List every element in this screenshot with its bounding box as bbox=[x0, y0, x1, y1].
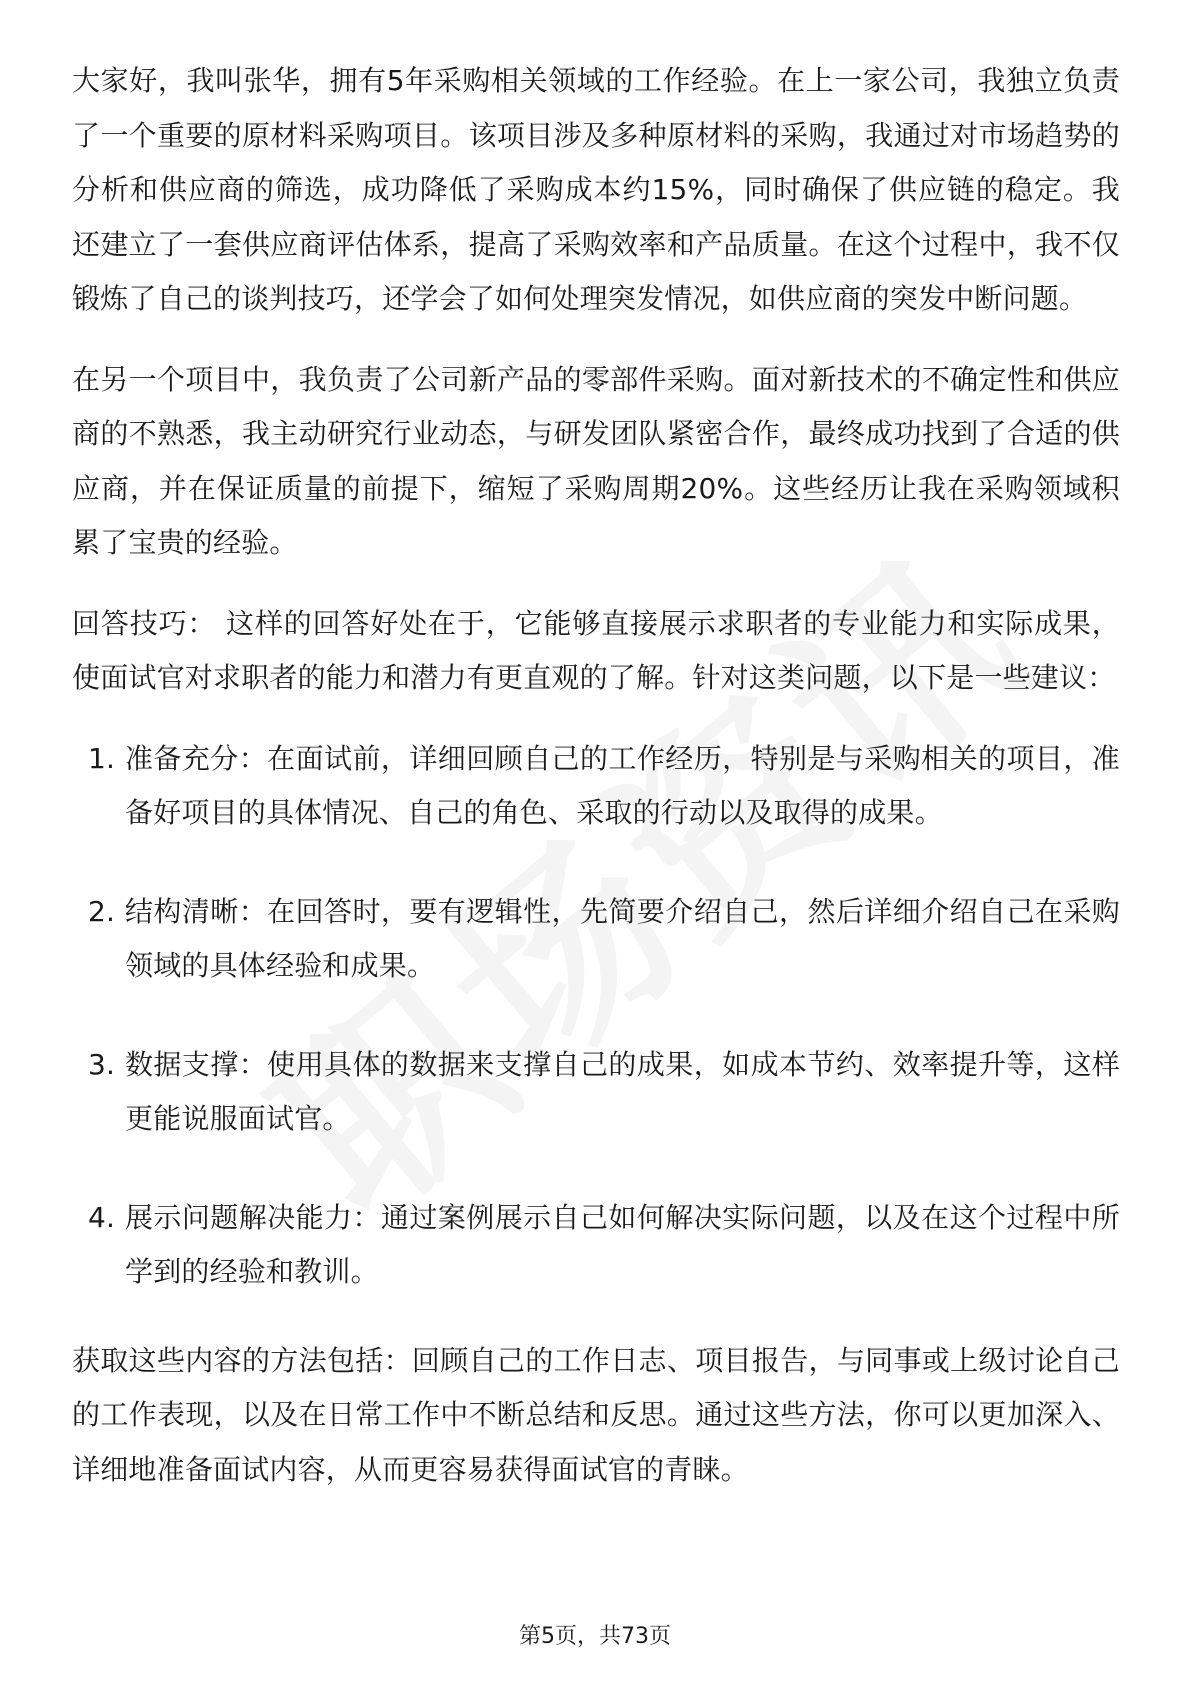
list-item bbox=[72, 1038, 1120, 1147]
page-content bbox=[72, 54, 1120, 1523]
list-number: 2. bbox=[88, 894, 116, 928]
list-item-text: 展示问题解决能力：通过案例展示自己如何解决实际问题，以及在这个过程中所学到的经验和教训。 bbox=[125, 1200, 1120, 1288]
list-number: 3. bbox=[88, 1047, 116, 1081]
list-number: 4. bbox=[88, 1200, 116, 1234]
list-item bbox=[72, 1191, 1120, 1300]
list-item-text: 数据支撑：使用具体的数据来支撑自己的成果，如成本节约、效率提升等，这样更能说服面试官。 bbox=[125, 1047, 1120, 1135]
list-item bbox=[72, 885, 1120, 994]
list-item bbox=[72, 732, 1120, 841]
list-item-text: 准备充分：在面试前，详细回顾自己的工作经历，特别是与采购相关的项目，准备好项目的具体情况、自己的角色、采取的行动以及取得的成果。 bbox=[125, 741, 1120, 829]
tips-list bbox=[72, 732, 1120, 1300]
paragraph-second-project: 在另一个项目中，我负责了公司新产品的零部件采购。面对新技术的不确定性和供应商的不熟悉，我主动研究行业动态，与研发团队紧密合作，最终成功找到了合适的供应商，并在保证质量的前提下，缩短了采购周期20%。这些经历让我在采购领域积累了宝贵的经验。 bbox=[72, 362, 1120, 559]
paragraph-answer-tips: 回答技巧： 这样的回答好处在于，它能够直接展示求职者的专业能力和实际成果，使面试官对求职者的能力和潜力有更直观的了解。针对这类问题，以下是一些建议： bbox=[72, 606, 1120, 694]
paragraph-intro: 大家好，我叫张华，拥有5年采购相关领域的工作经验。在上一家公司，我独立负责了一个重要的原材料采购项目。该项目涉及多种原材料的采购，我通过对市场趋势的分析和供应商的筛选，成功降低了采购成本约15%，同时确保了供应链的稳定。我还建立了一套供应商评估体系，提高了采购效率和产品质量。在这个过程中，我不仅锻炼了自己的谈判技巧，还学会了如何处理突发情况，如供应商的突发中断问题。 bbox=[72, 64, 1120, 315]
list-number: 1. bbox=[88, 741, 116, 775]
paragraph-closing: 获取这些内容的方法包括：回顾自己的工作日志、项目报告，与同事或上级讨论自己的工作表现，以及在日常工作中不断总结和反思。通过这些方法，你可以更加深入、详细地准备面试内容，从而更容易获得面试官的青睐。 bbox=[72, 1343, 1120, 1486]
list-item-text: 结构清晰：在回答时，要有逻辑性，先简要介绍自己，然后详细介绍自己在采购领域的具体经验和成果。 bbox=[125, 894, 1120, 982]
page-number-footer: 第5页，共73页 bbox=[519, 1624, 671, 1649]
